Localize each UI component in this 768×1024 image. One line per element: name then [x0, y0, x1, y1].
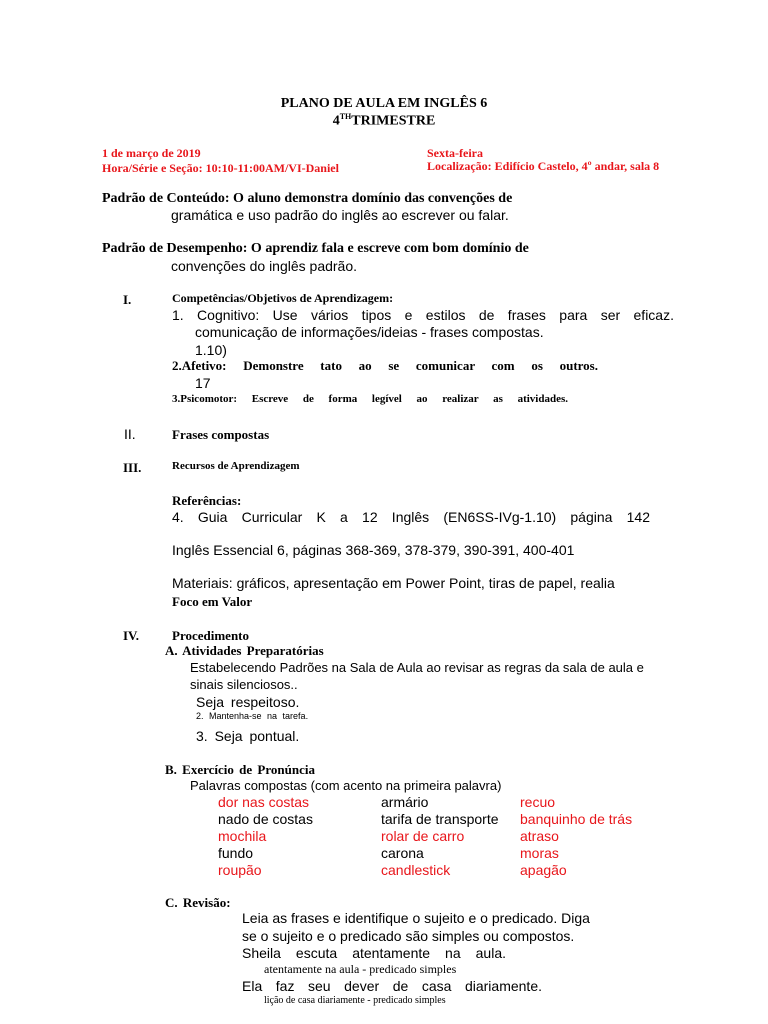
materials-list: Materiais: gráficos, apresentação em Power Point, tiras de papel, realia: [172, 575, 615, 591]
compound-word: roupão: [218, 862, 262, 878]
compound-word: carona: [381, 845, 424, 861]
section-2-numeral: II.: [124, 426, 136, 442]
compound-word: banquinho de trás: [520, 811, 633, 827]
compound-word: mochila: [218, 828, 267, 844]
activity-c-line2: se o sujeito e o predicado são simples ou compostos.: [242, 928, 575, 944]
reference-textbook: Inglês Essencial 6, páginas 368-369, 378-379, 390-391, 400-401: [172, 542, 575, 558]
references-heading: Referências:: [172, 493, 242, 508]
compound-word: rolar de carro: [381, 828, 465, 844]
compound-word: apagão: [520, 862, 567, 878]
section-4-numeral: IV.: [123, 628, 140, 643]
reference-curriculum-guide: 4. Guia Curricular K a 12 Inglês (EN6SS-IVg-1.10) página 142: [172, 509, 650, 525]
content-standard-line1: Padrão de Conteúdo: O aluno demonstra domínio das convenções de: [102, 191, 513, 206]
lesson-day: Sexta-feira: [427, 146, 483, 160]
compound-word: fundo: [218, 845, 254, 861]
section-4-heading: Procedimento: [172, 628, 250, 643]
term-superscript: TH: [339, 112, 352, 121]
lesson-date: 1 de março de 2019: [102, 146, 201, 160]
psychomotor-objective: 3.Psicomotor: Escreve de forma legível ao realizar as atividades.: [172, 393, 568, 405]
term-heading: [0, 112, 768, 130]
compound-word: nado de costas: [218, 811, 313, 827]
value-focus: Foco em Valor: [172, 594, 253, 609]
compound-word: moras: [520, 845, 559, 861]
activity-c-line1: Leia as frases e identifique o sujeito e o predicado. Diga: [242, 910, 590, 926]
compound-word: armário: [381, 794, 429, 810]
activity-a-heading: A. Atividades Preparatórias: [165, 643, 324, 658]
review-sentence-1: Sheila escuta atentamente na aula.: [242, 945, 506, 961]
activity-a-line1: Estabelecendo Padrões na Sala de Aula ao revisar as regras da sala de aula e: [190, 660, 644, 675]
section-3-numeral: III.: [123, 460, 142, 475]
term-word: TRIMESTRE: [351, 113, 436, 129]
section-1-heading: Competências/Objetivos de Aprendizagem:: [172, 291, 394, 305]
compound-word: recuo: [520, 794, 556, 810]
activity-a-line2: sinais silenciosos..: [190, 677, 298, 692]
class-rule-3: 3. Seja pontual.: [196, 728, 300, 744]
lesson-location: Localização: Edifício Castelo, 4º andar, sala 8: [427, 159, 660, 173]
lesson-schedule: Hora/Série e Seção: 10:10-11:00AM/VI-Daniel: [102, 161, 339, 175]
compound-word: dor nas costas: [218, 794, 310, 810]
class-rule-2: 2. Mantenha-se na tarefa.: [196, 711, 309, 721]
section-3-heading: Recursos de Aprendizagem: [172, 460, 300, 472]
activity-b-heading: B. Exercício de Pronúncia: [165, 762, 315, 777]
performance-standard-line1: Padrão de Desempenho: O aprendiz fala e escreve com bom domínio de: [102, 241, 529, 256]
review-sentence-2: Ela faz seu dever de casa diariamente.: [242, 978, 542, 994]
content-standard-line2: gramática e uso padrão do inglês ao escrever ou falar.: [171, 207, 509, 223]
review-sentence-2-note: lição de casa diariamente - predicado simples: [264, 995, 446, 1006]
activity-b-intro: Palavras compostas (com acento na primeira palavra): [190, 778, 502, 793]
compound-word: candlestick: [381, 862, 451, 878]
compound-word: tarifa de transporte: [381, 811, 499, 827]
compound-word: atraso: [520, 828, 559, 844]
performance-standard-line2: convenções do inglês padrão.: [171, 258, 358, 274]
section-2-heading: Frases compostas: [172, 427, 270, 442]
affective-objective-number: 17: [195, 375, 211, 391]
affective-objective: 2.Afetivo: Demonstre tato ao se comunicar com os outros.: [172, 358, 598, 373]
class-rule-1: Seja respeitoso.: [196, 694, 300, 710]
review-sentence-1-note: atentamente na aula - predicado simples: [264, 962, 457, 976]
cognitive-objective-line1: 1. Cognitivo: Use vários tipos e estilos de frases para ser eficaz.: [172, 307, 674, 323]
term-number: 4: [332, 113, 340, 129]
cognitive-objective-line2: comunicação de informações/ideias - frases compostas.: [195, 324, 544, 340]
section-1-numeral: I.: [123, 292, 132, 307]
activity-c-heading: C. Revisão:: [165, 895, 231, 910]
cognitive-objective-line3: 1.10): [195, 342, 227, 358]
document-title: PLANO DE AULA EM INGLÊS 6: [280, 96, 488, 111]
